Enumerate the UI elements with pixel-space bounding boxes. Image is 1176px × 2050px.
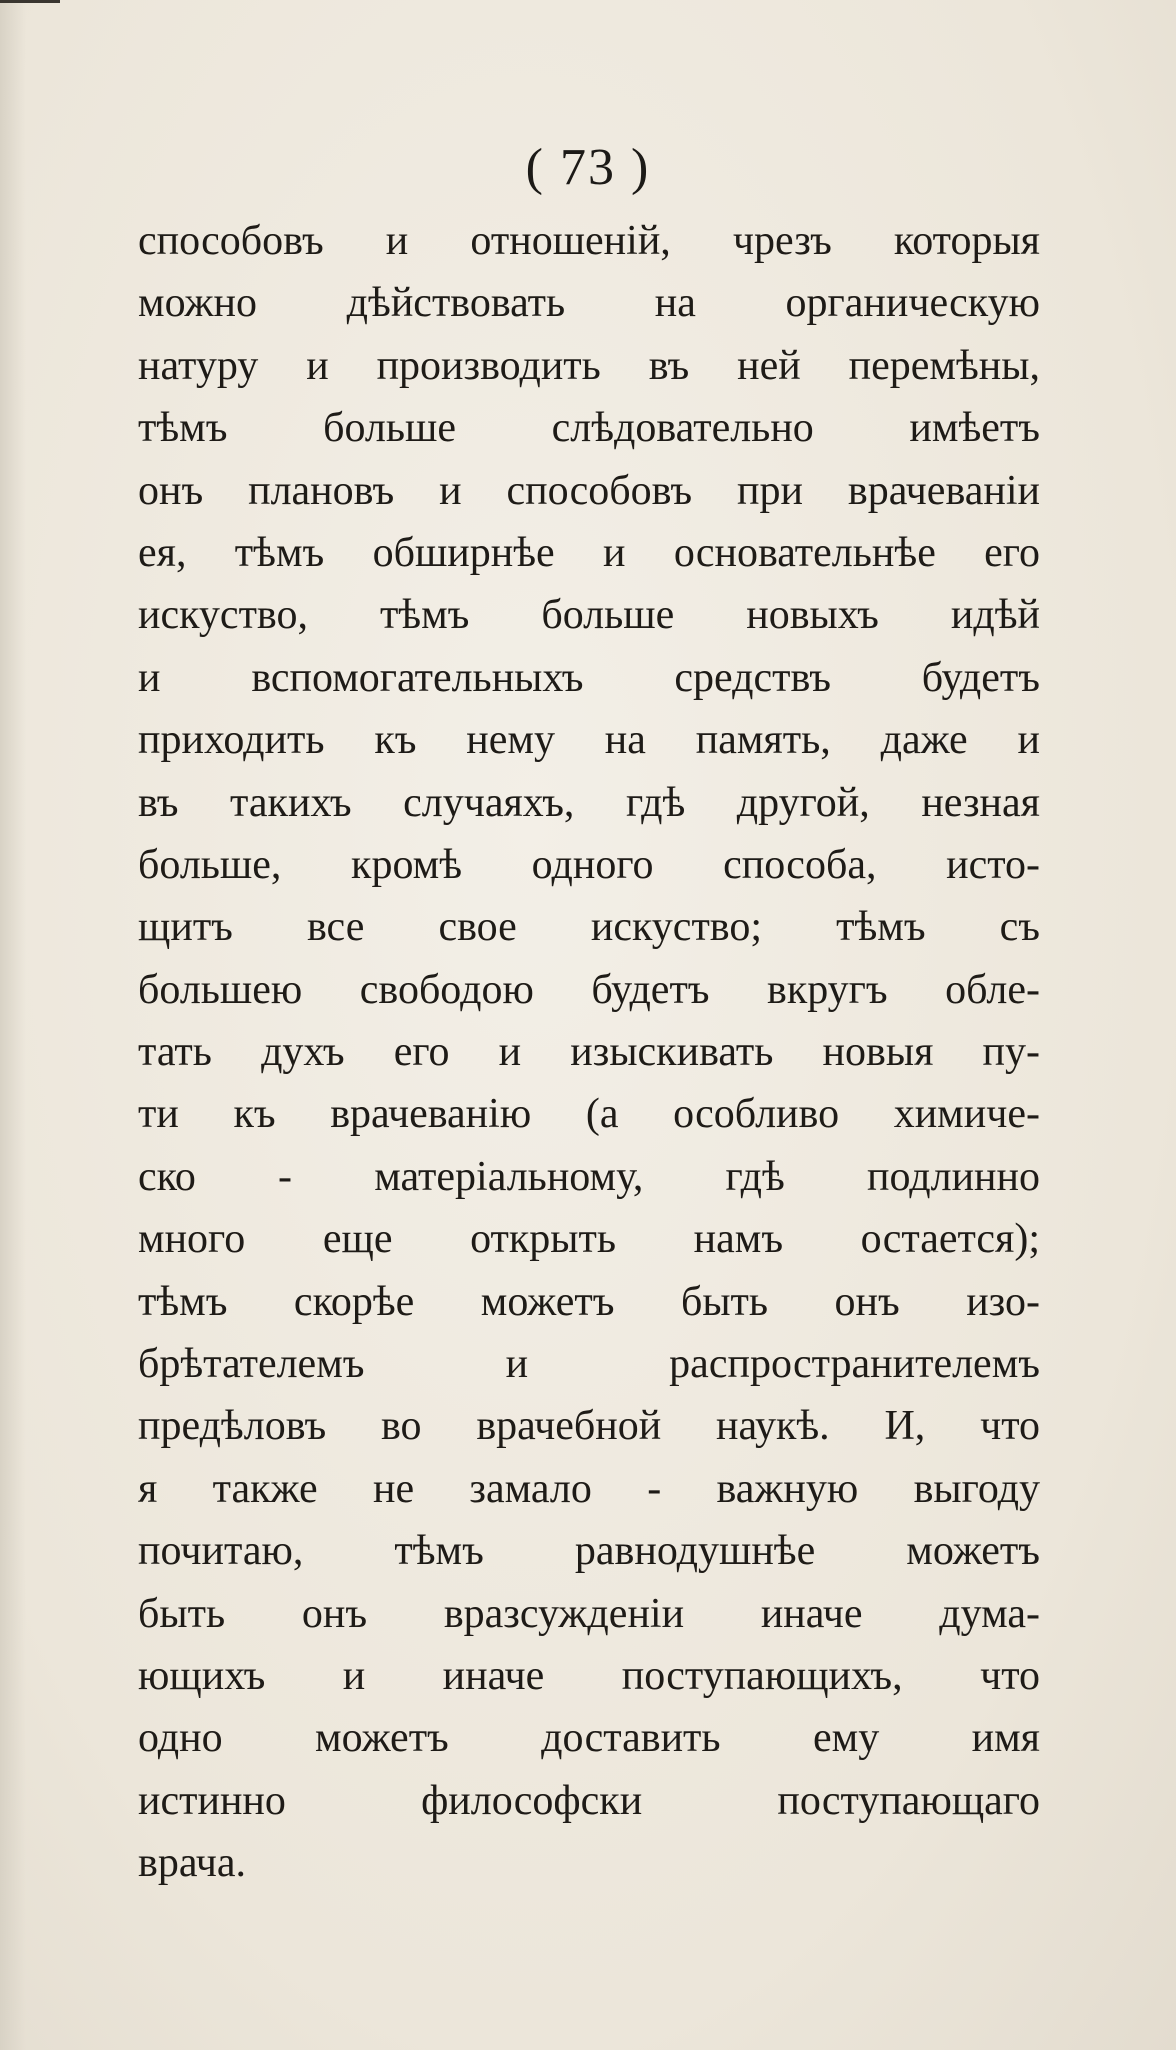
text-line: ти къ врачеванiю (а особливо химиче-	[138, 1091, 1040, 1138]
text-line: можно дѣйствовать на органическую	[138, 280, 1040, 327]
page-edge-mark	[0, 0, 60, 3]
page-fold-shadow	[0, 0, 26, 2050]
text-line: натуру и производить въ ней перемѣны,	[138, 342, 1040, 389]
text-line: приходить къ нему на память, даже и	[138, 717, 1040, 764]
text-line: щитъ все свое искуство; тѣмъ съ	[138, 904, 1040, 951]
text-line: я также не замало - важную выгоду	[138, 1465, 1040, 1512]
text-line: тать духъ его и изыскивать новыя пу-	[138, 1029, 1040, 1076]
text-line: способовъ и отношенiй, чрезъ которыя	[138, 218, 1040, 264]
text-line: быть онъ вразсужденiи иначе дума-	[138, 1590, 1040, 1637]
text-line: и вспомогательныхъ средствъ будетъ	[138, 654, 1040, 701]
text-line: много еще открыть намъ остается);	[138, 1216, 1040, 1263]
text-line: большею свободою будетъ вкругъ обле-	[138, 966, 1040, 1013]
text-line: больше, кромѣ одного способа, исто-	[138, 841, 1040, 888]
body-text	[138, 210, 1040, 1895]
text-line: почитаю, тѣмъ равнодушнѣе можетъ	[138, 1528, 1040, 1575]
text-line: истинно философски поступающаго	[138, 1777, 1040, 1824]
text-line: брѣтателемъ и распространителемъ	[138, 1341, 1040, 1388]
page-number: ( 73 )	[525, 139, 651, 196]
text-line: ско - матерiальному, гдѣ подлинно	[138, 1153, 1040, 1200]
text-line: ея, тѣмъ обширнѣе и основательнѣе его	[138, 529, 1040, 576]
text-line: искуство, тѣмъ больше новыхъ идѣй	[138, 592, 1040, 639]
text-line: одно можетъ доставить ему имя	[138, 1715, 1040, 1762]
text-line: тѣмъ скорѣе можетъ быть онъ изо-	[138, 1278, 1040, 1325]
text-line-last: врача.	[138, 1840, 247, 1887]
text-line: въ такихъ случаяхъ, гдѣ другой, незная	[138, 779, 1040, 826]
text-line: тѣмъ больше слѣдовательно имѣетъ	[138, 405, 1040, 452]
text-line: онъ плановъ и способовъ при врачеванiи	[138, 467, 1040, 514]
text-line: предѣловъ во врачебной наукѣ. И, что	[138, 1403, 1040, 1450]
text-line: ющихъ и иначе поступающихъ, что	[138, 1652, 1040, 1699]
